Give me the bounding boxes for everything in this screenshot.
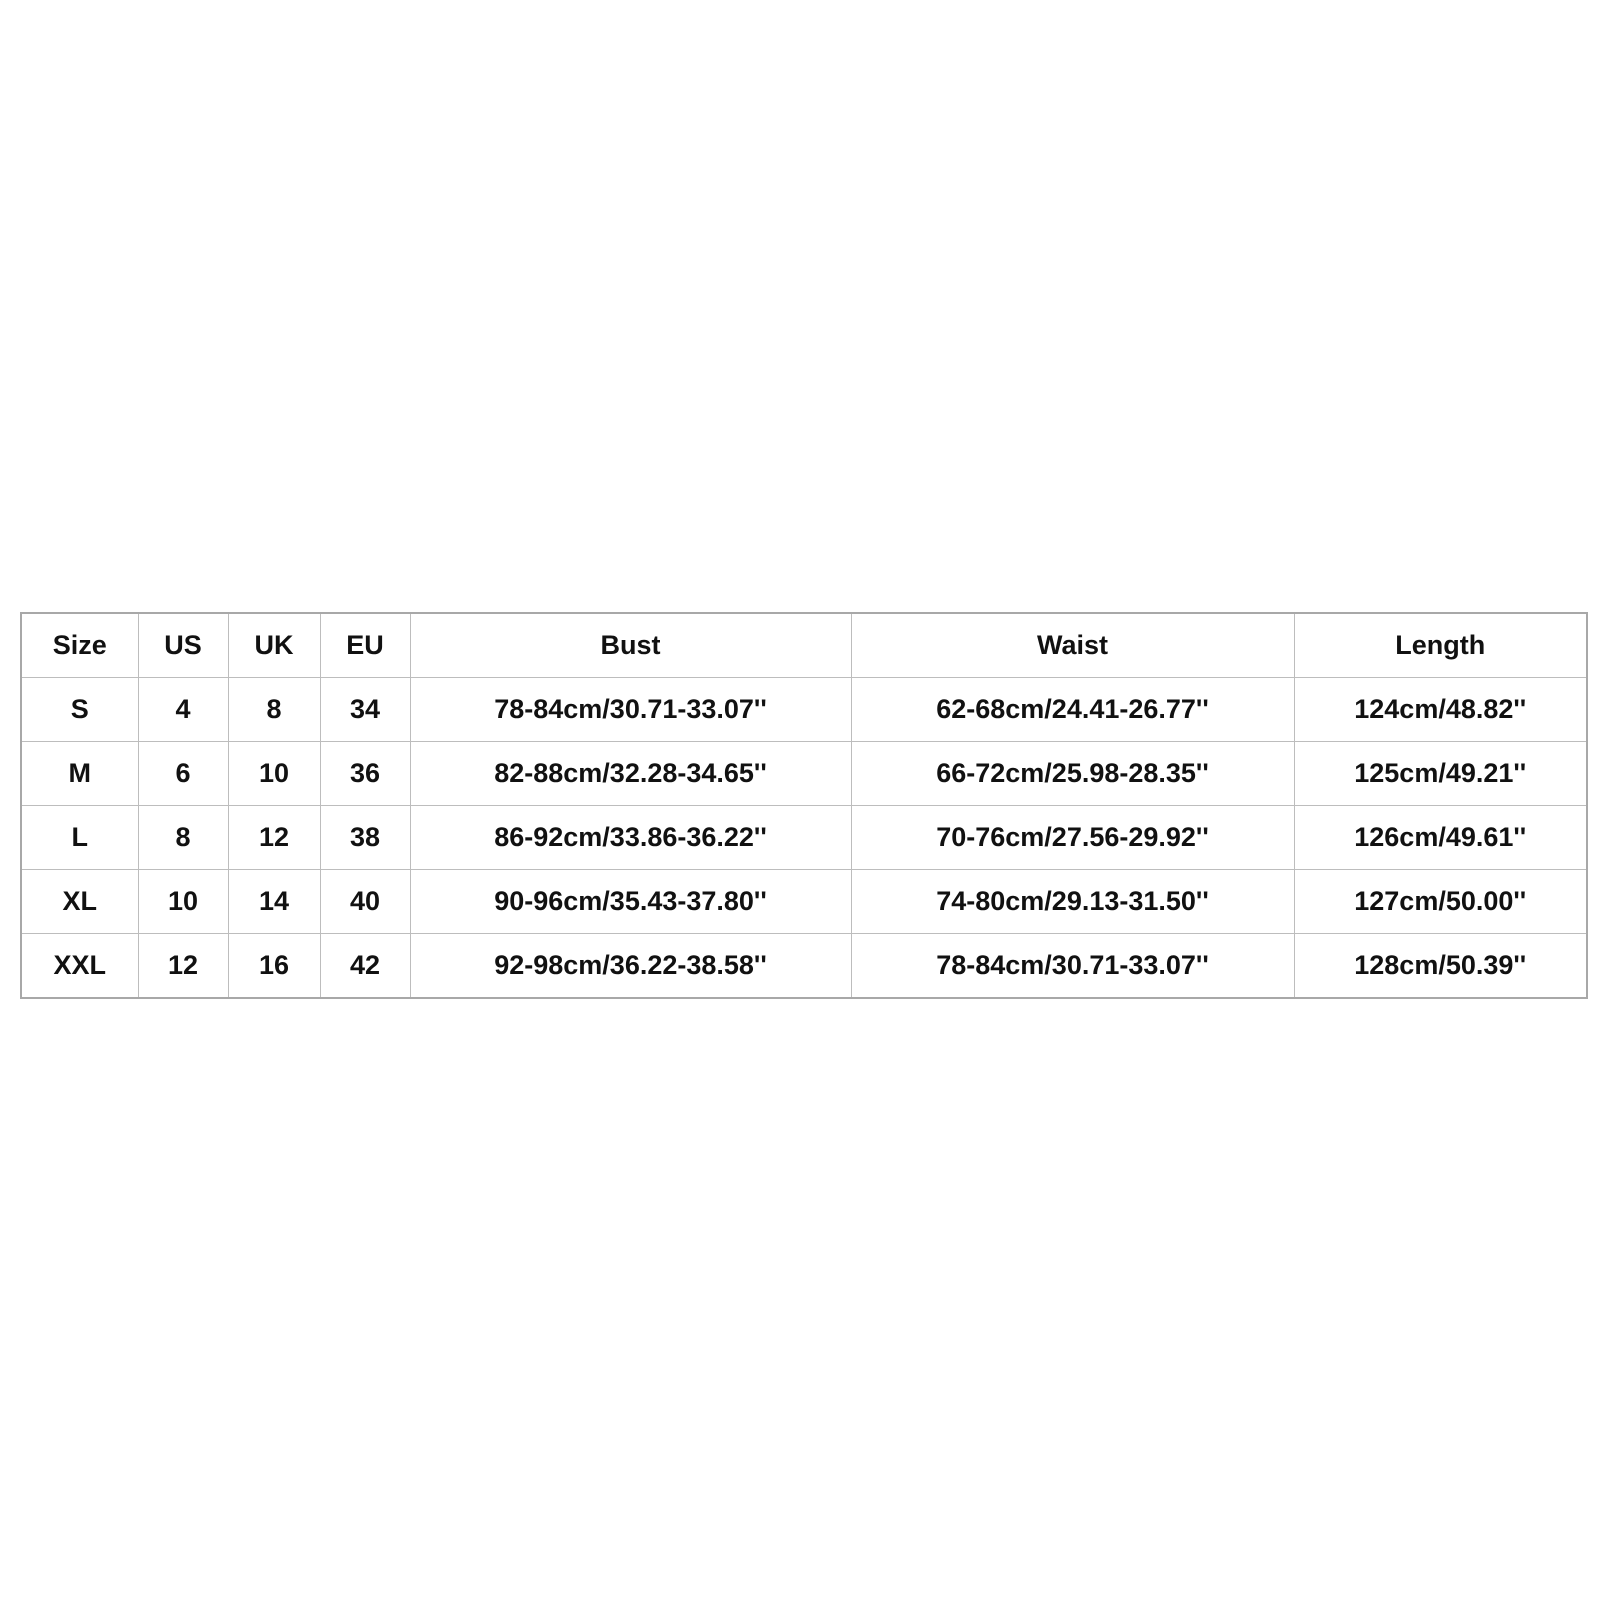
- cell-waist: 62-68cm/24.41-26.77'': [851, 678, 1294, 742]
- table-row: [21, 870, 1587, 934]
- cell-bust: 82-88cm/32.28-34.65'': [410, 742, 851, 806]
- size-chart-table: [20, 612, 1588, 999]
- header-us: US: [138, 613, 228, 678]
- cell-bust: 92-98cm/36.22-38.58'': [410, 934, 851, 999]
- cell-size: M: [21, 742, 138, 806]
- cell-bust: 78-84cm/30.71-33.07'': [410, 678, 851, 742]
- cell-uk: 8: [228, 678, 320, 742]
- cell-waist: 78-84cm/30.71-33.07'': [851, 934, 1294, 999]
- header-length: Length: [1294, 613, 1587, 678]
- table-row: [21, 678, 1587, 742]
- cell-eu: 36: [320, 742, 410, 806]
- cell-uk: 12: [228, 806, 320, 870]
- size-chart-body: [21, 678, 1587, 999]
- header-waist: Waist: [851, 613, 1294, 678]
- cell-length: 125cm/49.21'': [1294, 742, 1587, 806]
- cell-uk: 14: [228, 870, 320, 934]
- cell-length: 127cm/50.00'': [1294, 870, 1587, 934]
- header-eu: EU: [320, 613, 410, 678]
- cell-eu: 40: [320, 870, 410, 934]
- cell-size: S: [21, 678, 138, 742]
- cell-waist: 70-76cm/27.56-29.92'': [851, 806, 1294, 870]
- cell-us: 10: [138, 870, 228, 934]
- cell-uk: 16: [228, 934, 320, 999]
- cell-length: 124cm/48.82'': [1294, 678, 1587, 742]
- cell-us: 4: [138, 678, 228, 742]
- cell-us: 12: [138, 934, 228, 999]
- cell-size: L: [21, 806, 138, 870]
- cell-eu: 42: [320, 934, 410, 999]
- table-row: [21, 806, 1587, 870]
- table-row: [21, 742, 1587, 806]
- cell-bust: 86-92cm/33.86-36.22'': [410, 806, 851, 870]
- cell-eu: 38: [320, 806, 410, 870]
- header-row: [21, 613, 1587, 678]
- cell-us: 6: [138, 742, 228, 806]
- header-bust: Bust: [410, 613, 851, 678]
- cell-length: 128cm/50.39'': [1294, 934, 1587, 999]
- cell-us: 8: [138, 806, 228, 870]
- header-size: Size: [21, 613, 138, 678]
- cell-size: XXL: [21, 934, 138, 999]
- cell-uk: 10: [228, 742, 320, 806]
- header-uk: UK: [228, 613, 320, 678]
- table-row: [21, 934, 1587, 999]
- size-chart-header: [21, 613, 1587, 678]
- cell-waist: 74-80cm/29.13-31.50'': [851, 870, 1294, 934]
- cell-waist: 66-72cm/25.98-28.35'': [851, 742, 1294, 806]
- cell-bust: 90-96cm/35.43-37.80'': [410, 870, 851, 934]
- cell-size: XL: [21, 870, 138, 934]
- cell-length: 126cm/49.61'': [1294, 806, 1587, 870]
- cell-eu: 34: [320, 678, 410, 742]
